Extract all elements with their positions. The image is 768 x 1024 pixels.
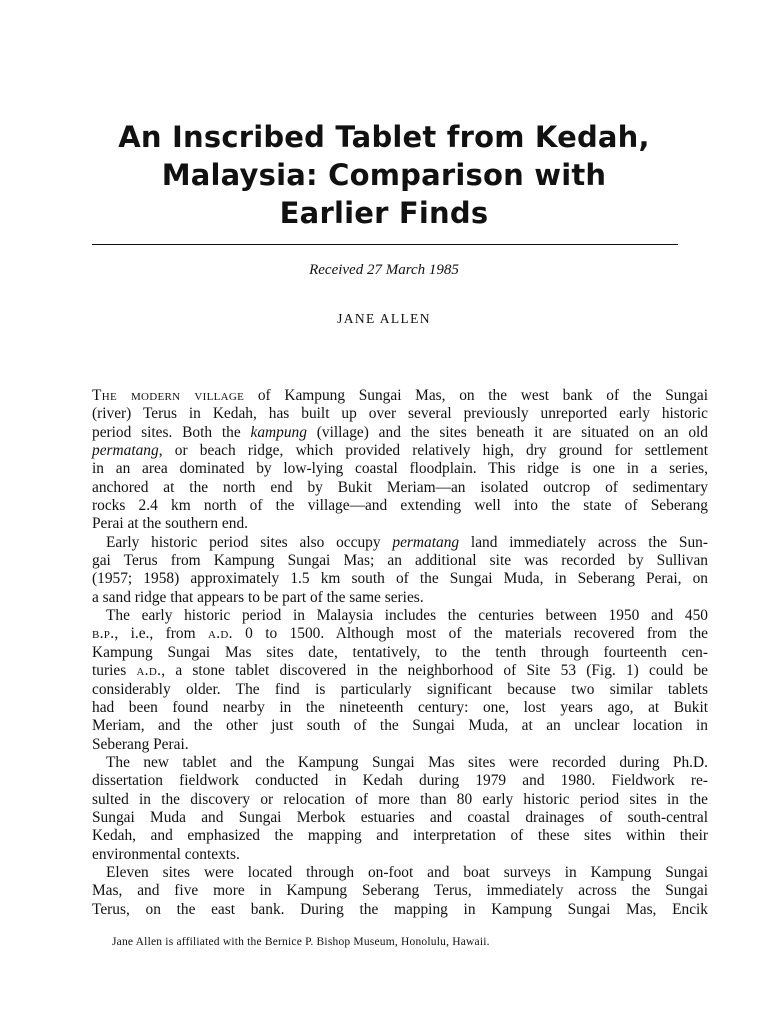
text-run: The new tablet and the Kampung Sungai Mas sites were recorded during Ph.D. (106, 753, 708, 771)
text-run: had been found nearby in the nineteenth century: one, lost years ago, at Bukit (92, 698, 708, 716)
smallcaps-abbrev: a.d. (207, 625, 233, 643)
text-run: gai Terus from Kampung Sungai Mas; an additional site was recorded by Sullivan (92, 552, 708, 570)
text-run: period sites. Both the (92, 423, 251, 441)
body-line (92, 644, 708, 662)
paragraph-1 (92, 387, 708, 534)
body-line (92, 552, 708, 570)
author-name: JANE ALLEN (337, 311, 431, 326)
text-run: (river) Terus in Kedah, has built up over several previously unreported early historic (92, 405, 708, 423)
text-run: , or beach ridge, which provided relatively high, dry ground for settlement (158, 442, 708, 460)
text-run: (1957; 1958) approximately 1.5 km south of the Sungai Muda, in Seberang Perai, on (92, 570, 708, 588)
text-run: sulted in the discovery or relocation of more than 80 early historic period sites in the (92, 790, 708, 808)
paragraph-5 (92, 864, 708, 919)
body-line (92, 846, 708, 864)
body-line (92, 901, 708, 919)
italic-term: kampung (250, 423, 307, 441)
text-run: in an area dominated by low-lying coastal floodplain. This ridge is one in a series, (92, 460, 708, 478)
text-run: considerably older. The find is particularly significant because two similar tablets (92, 680, 708, 698)
text-run: Kedah, and emphasized the mapping and interpretation of these sites within their (92, 827, 708, 845)
smallcaps-abbrev: b.p. (92, 625, 115, 643)
text-run: 0 to 1500. Although most of the materials recovered from the (232, 625, 708, 643)
body-line (92, 754, 708, 772)
body-line (92, 534, 708, 552)
text-run: Kampung Sungai Mas sites date, tentatively, to the tenth through fourteenth cen- (92, 643, 708, 661)
text-run: anchored at the north end by Bukit Meriam—an isolated outcrop of sedimentary (92, 478, 708, 496)
lead-smallcaps: The modern village (92, 387, 245, 404)
italic-term: permatang (92, 442, 159, 460)
body-line (92, 442, 708, 460)
body-line (92, 479, 708, 497)
body-line (92, 699, 708, 717)
title-divider (92, 244, 678, 245)
body-line (92, 460, 708, 478)
title-line-3: Earlier Finds (279, 196, 489, 230)
text-run: Early historic period sites also occupy (106, 533, 393, 551)
text-run: Terus, on the east bank. During the mapping in Kampung Sungai Mas, Encik (92, 900, 708, 918)
body-line (92, 607, 708, 625)
body-line (92, 405, 708, 423)
text-run: Seberang Perai. (92, 735, 189, 753)
text-run: Mas, and five more in Kampung Seberang Terus, immediately across the Sungai (92, 882, 708, 900)
paragraph-4 (92, 754, 708, 864)
body-line (92, 497, 708, 515)
body-line (92, 589, 708, 607)
text-run: of Kampung Sungai Mas, on the west bank of the Sungai (244, 387, 708, 404)
text-run: turies (92, 662, 137, 680)
text-run: a sand ridge that appears to be part of the same series. (92, 588, 424, 606)
body-line (92, 717, 708, 735)
received-date: Received 27 March 1985 (309, 262, 459, 278)
body-line (92, 791, 708, 809)
body-line (92, 570, 708, 588)
body-line (92, 515, 708, 533)
text-run: , a stone tablet discovered in the neighborhood of Site 53 (Fig. 1) could be (161, 662, 708, 680)
paragraph-3 (92, 607, 708, 754)
body-line (92, 681, 708, 699)
text-run: Meriam, and the other just south of the Sungai Muda, at an unclear location in (92, 717, 708, 735)
body-line (92, 736, 708, 754)
title-line-1: An Inscribed Tablet from Kedah, (118, 120, 650, 154)
text-run: Sungai Muda and Sungai Merbok estuaries and coastal drainages of south-central (92, 808, 708, 826)
body-line (92, 387, 708, 405)
author-affiliation-footnote: Jane Allen is affiliated with the Bernice P. Bishop Museum, Honolulu, Hawaii. (112, 936, 490, 948)
title-line-2: Malaysia: Comparison with (161, 158, 607, 192)
body-line (92, 772, 708, 790)
text-run: (village) and the sites beneath it are situated on an old (306, 423, 708, 441)
body-line (92, 809, 708, 827)
body-line (92, 424, 708, 442)
text-run: Perai at the southern end. (92, 515, 248, 533)
body-line (92, 864, 708, 882)
body-line (92, 882, 708, 900)
body-line (92, 625, 708, 643)
text-run: rocks 2.4 km north of the village—and extending well into the state of Seberang (92, 497, 708, 515)
article-body (92, 387, 708, 919)
paragraph-2 (92, 534, 708, 607)
article-title (60, 118, 708, 232)
text-run: environmental contexts. (92, 845, 240, 863)
text-run: land immediately across the Sun- (459, 533, 709, 551)
body-line (92, 827, 708, 845)
smallcaps-abbrev: a.d. (136, 662, 162, 680)
text-run: The early historic period in Malaysia includes the centuries between 1950 and 450 (106, 607, 708, 625)
italic-term: permatang (392, 533, 460, 551)
body-line (92, 662, 708, 680)
text-run: , i.e., from (114, 625, 208, 643)
text-run: dissertation fieldwork conducted in Kedah during 1979 and 1980. Fieldwork re- (92, 772, 708, 790)
text-run: Eleven sites were located through on-foot and boat surveys in Kampung Sungai (106, 863, 708, 881)
